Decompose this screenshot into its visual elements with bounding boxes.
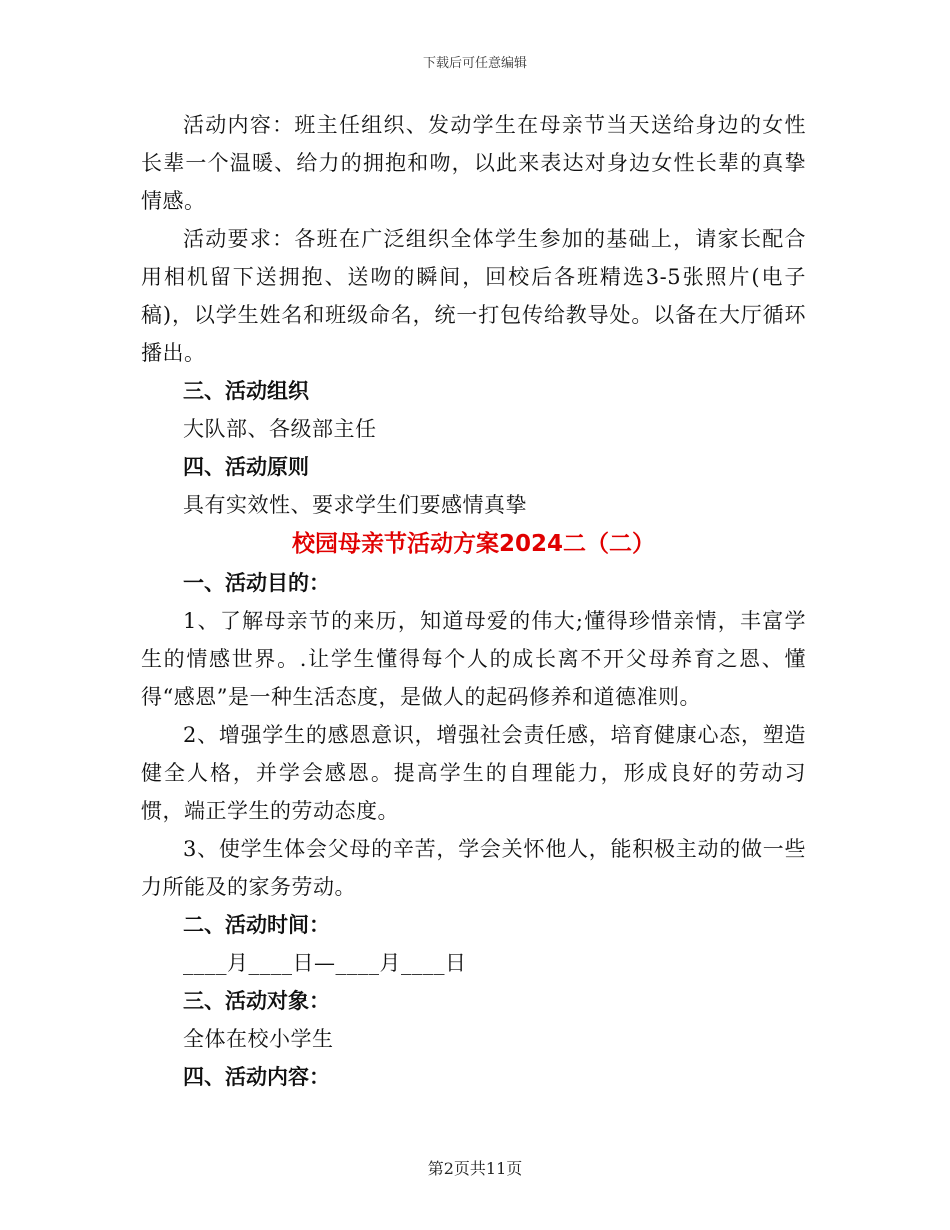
heading-activity-time: 二、活动时间： <box>183 913 330 937</box>
heading-activity-content: 四、活动内容： <box>183 1065 330 1089</box>
paragraph-time: ____月____日—____月____日 <box>183 951 467 975</box>
heading-activity-principle: 四、活动原则 <box>183 455 309 479</box>
paragraph-principle: 具有实效性、要求学生们要感情真挚 <box>183 493 527 517</box>
paragraph-purpose-2: 2、增强学生的感恩意识，增强社会责任感，培育健康心态，塑造健全人格，并学会感恩。提高学生的自理能力，形成良好的劳动习惯，端正学生的劳动态度。 <box>141 723 806 823</box>
page-footer: 第2页共11页 <box>427 1159 523 1178</box>
heading-activity-organization: 三、活动组织 <box>183 379 309 403</box>
paragraph-organization: 大队部、各级部主任 <box>183 417 377 441</box>
section-title: 校园母亲节活动方案2024二（二） <box>291 531 655 557</box>
heading-activity-purpose: 一、活动目的： <box>183 571 330 595</box>
page-header: 下载后可任意编辑 <box>422 56 527 71</box>
document-body <box>141 106 806 1096</box>
paragraph-purpose-1: 1、了解母亲节的来历，知道母爱的伟大;懂得珍惜亲情，丰富学生的情感世界。.让学生懂得每个人的成长离不开父母养育之恩、懂得“感恩”是一种生活态度，是做人的起码修养和道德准则。 <box>141 609 806 709</box>
paragraph-purpose-3: 3、使学生体会父母的辛苦，学会关怀他人，能积极主动的做一些力所能及的家务劳动。 <box>141 837 806 899</box>
paragraph-target: 全体在校小学生 <box>183 1027 334 1051</box>
paragraph-activity-requirements: 活动要求：各班在广泛组织全体学生参加的基础上，请家长配合用相机留下送拥抱、送吻的瞬间，回校后各班精选3-5张照片(电子稿)，以学生姓名和班级命名，统一打包传给教导处。以备在大厅循环播出。 <box>141 227 806 365</box>
paragraph-activity-content: 活动内容：班主任组织、发动学生在母亲节当天送给身边的女性长辈一个温暖、给力的拥抱和吻，以此来表达对身边女性长辈的真挚情感。 <box>141 113 806 213</box>
heading-activity-target: 三、活动对象： <box>183 989 330 1013</box>
